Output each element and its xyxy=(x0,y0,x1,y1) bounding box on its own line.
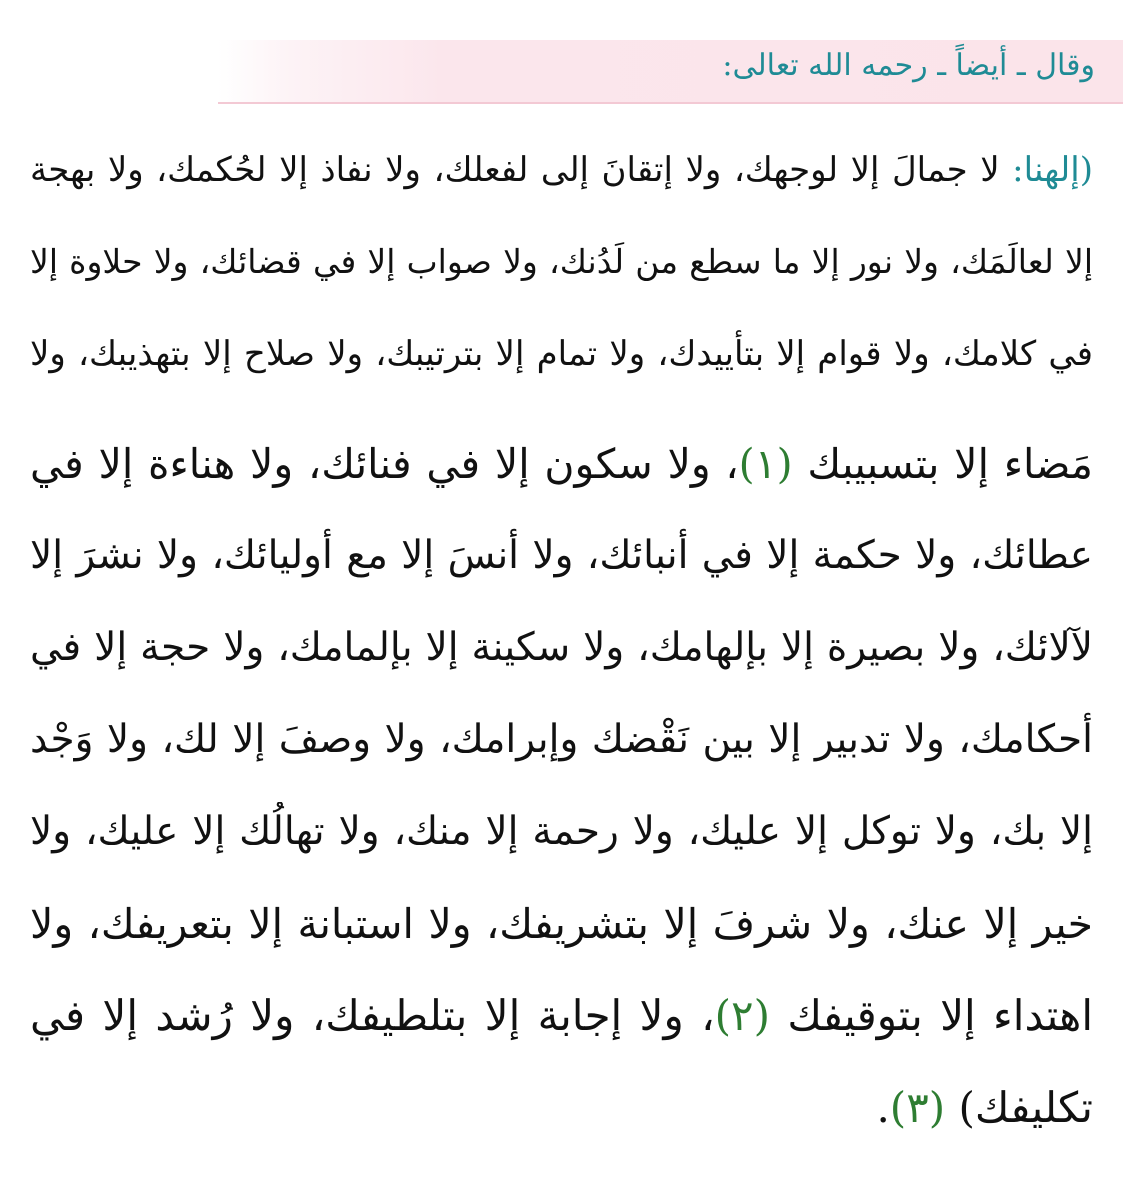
line-text-after-note: ، ولا سكون إلا في فنائك، ولا هناءة إلا في xyxy=(30,440,739,488)
line-text: لآلائك، ولا بصيرة إلا بإلهامك، ولا سكينة إلا بإلمامك، ولا حجة إلا في xyxy=(30,625,1093,670)
lead-label: (إلهنا: xyxy=(1012,150,1093,190)
section-heading: وقال ـ أيضاً ـ رحمه الله تعالى: xyxy=(722,48,1095,83)
text-line-4 xyxy=(30,434,1093,526)
line-text-after-note: ، ولا إجابة إلا بتلطيفك، ولا رُشد إلا في xyxy=(30,991,715,1040)
text-line-9 xyxy=(30,894,1093,986)
line-text: أحكامك، ولا تدبير إلا بين نَقْضك وإبرامك، ولا وصفَ إلا لك، ولا وَجْد xyxy=(30,717,1093,762)
footnote-marker-1[interactable]: (١) xyxy=(738,440,793,488)
line-text: عطائك، ولا حكمة إلا في أنبائك، ولا أنسَ إلا مع أوليائك، ولا نشرَ إلا xyxy=(30,533,1093,578)
footnote-marker-2[interactable]: (٢) xyxy=(714,991,770,1040)
text-line-2 xyxy=(30,232,1093,324)
line-text-before-note: تكليفك) xyxy=(958,1083,1093,1132)
text-line-5 xyxy=(30,526,1093,618)
body-text xyxy=(30,140,1093,1170)
text-line-11 xyxy=(30,1078,1093,1170)
line-text: خير إلا عنك، ولا شرفَ إلا بتشريفك، ولا استبانة إلا بتعريفك، ولا xyxy=(30,900,1093,948)
text-line-6 xyxy=(30,618,1093,710)
text-line-1 xyxy=(30,140,1093,232)
line-text: في كلامك، ولا قوام إلا بتأييدك، ولا تمام إلا بترتيبك، ولا صلاح إلا بتهذيبك، ولا xyxy=(30,334,1093,374)
text-line-7 xyxy=(30,710,1093,802)
footnote-marker-3[interactable]: (٣) xyxy=(889,1083,946,1132)
line-text: لا جمالَ إلا لوجهك، ولا إتقانَ إلى لفعلك، ولا نفاذ إلا لحُكمك، ولا بهجة xyxy=(30,150,1000,190)
line-text: إلا لعالَمَك، ولا نور إلا ما سطع من لَدُنك، ولا صواب إلا في قضائك، ولا حلاوة إلا xyxy=(30,242,1093,281)
text-line-8 xyxy=(30,802,1093,894)
line-text: إلا بك، ولا توكل إلا عليك، ولا رحمة إلا منك، ولا تهالُك إلا عليك، ولا xyxy=(30,809,1093,854)
line-text-after-note: . xyxy=(876,1083,890,1132)
text-line-10 xyxy=(30,986,1093,1078)
line-text-before-note: مَضاء إلا بتسبيبك xyxy=(807,440,1093,488)
paragraph-gap xyxy=(30,416,1093,434)
text-line-3 xyxy=(30,324,1093,416)
line-text-before-note: اهتداء إلا بتوقيفك xyxy=(787,991,1093,1040)
